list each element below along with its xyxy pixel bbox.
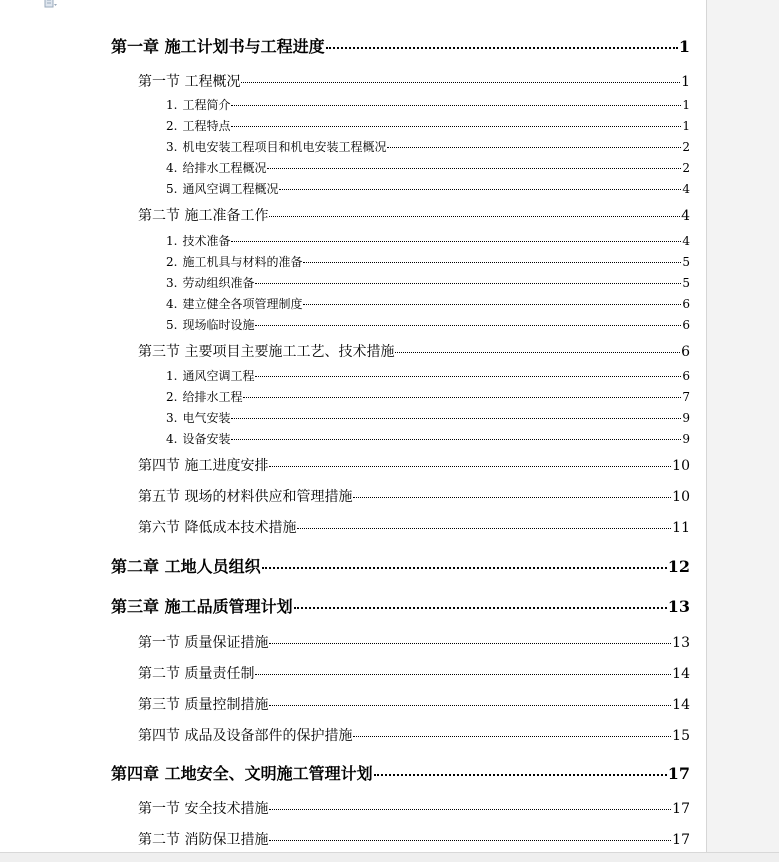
toc-item-entry[interactable]	[166, 316, 690, 333]
dot-leader	[374, 774, 667, 776]
toc-item-entry[interactable]	[166, 232, 690, 249]
dot-leader	[279, 189, 681, 190]
toc-title: 第三节 主要项目主要施工工艺、技术措施	[138, 344, 395, 360]
toc-item-entry[interactable]	[166, 117, 690, 134]
toc-item-number: 1.	[166, 98, 178, 112]
dot-leader	[262, 567, 667, 569]
dot-leader	[241, 82, 680, 83]
dot-leader	[267, 168, 681, 169]
toc-page-number: 9	[682, 411, 690, 425]
toc-section-entry[interactable]	[138, 341, 690, 361]
dot-leader	[231, 241, 681, 242]
toc-page-number: 9	[682, 432, 690, 446]
toc-section-entry[interactable]	[138, 663, 690, 683]
toc-page-number: 7	[682, 390, 690, 404]
dot-leader	[255, 674, 671, 675]
toc-chapter-entry[interactable]	[111, 594, 690, 617]
dot-leader	[231, 105, 681, 106]
toc-page-number: 4	[682, 182, 690, 196]
toc-item-entry[interactable]	[166, 253, 690, 270]
dot-leader	[353, 497, 671, 498]
toc-section-entry[interactable]	[138, 205, 690, 225]
toc-page-number: 1	[678, 37, 690, 56]
toc-title: 劳动组织准备	[182, 276, 255, 290]
toc-item-number: 3.	[166, 140, 178, 154]
dot-leader	[243, 397, 681, 398]
toc-item-number: 2.	[166, 119, 178, 133]
toc-item-entry[interactable]	[166, 138, 690, 155]
dot-leader	[294, 607, 667, 609]
toc-chapter-entry[interactable]	[111, 34, 690, 57]
toc-page-number: 6	[682, 297, 690, 311]
dot-leader	[297, 528, 671, 529]
toc-page-number: 6	[682, 318, 690, 332]
toc-item-entry[interactable]	[166, 159, 690, 176]
dot-leader	[255, 376, 681, 377]
dot-leader	[231, 126, 681, 127]
dot-leader	[326, 47, 678, 49]
toc-section-entry[interactable]	[138, 694, 690, 714]
toc-item-entry[interactable]	[166, 430, 690, 447]
toc-item-number: 3.	[166, 411, 178, 425]
dot-leader	[269, 643, 671, 644]
toc-item-number: 2.	[166, 255, 178, 269]
toc-title: 第六节 降低成本技术措施	[138, 520, 297, 536]
toc-page-number: 6	[681, 344, 690, 360]
toc-title: 第二章 工地人员组织	[111, 557, 261, 576]
toc-section-entry[interactable]	[138, 486, 690, 506]
toc-page-number: 5	[682, 276, 690, 290]
toc-title: 第四章 工地安全、文明施工管理计划	[111, 764, 373, 783]
dot-leader	[395, 352, 680, 353]
toc-title: 第一节 安全技术措施	[138, 801, 269, 817]
toc-item-entry[interactable]	[166, 96, 690, 113]
toc-title: 第二节 消防保卫措施	[138, 832, 269, 848]
toc-section-entry[interactable]	[138, 725, 690, 745]
toc-page-number: 14	[672, 697, 690, 713]
dot-leader	[353, 736, 671, 737]
toc-title: 建立健全各项管理制度	[182, 297, 303, 311]
toc-item-number: 5.	[166, 318, 178, 332]
dot-leader	[269, 809, 671, 810]
toc-page-number: 2	[682, 161, 690, 175]
toc-item-number: 2.	[166, 390, 178, 404]
toc-section-entry[interactable]	[138, 455, 690, 475]
toc-title: 机电安装工程项目和机电安装工程概况	[182, 140, 387, 154]
toc-section-entry[interactable]	[138, 829, 690, 849]
toc-page-number: 2	[682, 140, 690, 154]
toc-title: 第二节 施工准备工作	[138, 208, 269, 224]
toc-title: 通风空调工程	[182, 369, 255, 383]
toc-chapter-entry[interactable]	[111, 554, 690, 577]
toc-title: 给排水工程	[182, 390, 243, 404]
toc-item-number: 4.	[166, 432, 178, 446]
toc-page-number: 1	[682, 98, 690, 112]
toc-title: 第三节 质量控制措施	[138, 697, 269, 713]
toc-title: 施工机具与材料的准备	[182, 255, 303, 269]
toc-title: 给排水工程概况	[182, 161, 267, 175]
toc-item-number: 4.	[166, 161, 178, 175]
toc-title: 工程特点	[182, 119, 231, 133]
dot-leader	[255, 325, 681, 326]
toc-page-number: 1	[681, 74, 690, 90]
toc-item-entry[interactable]	[166, 409, 690, 426]
toc-page-number: 13	[667, 597, 690, 616]
toc-section-entry[interactable]	[138, 632, 690, 652]
toc-section-entry[interactable]	[138, 71, 690, 91]
toc-title: 第四节 施工进度安排	[138, 458, 269, 474]
toc-title: 第三章 施工品质管理计划	[111, 597, 293, 616]
toc-section-entry[interactable]	[138, 798, 690, 818]
toc-item-entry[interactable]	[166, 367, 690, 384]
toc-page-number: 11	[672, 520, 690, 536]
toc-page-number: 17	[672, 832, 690, 848]
toc-item-number: 1.	[166, 234, 178, 248]
window-gutter	[706, 0, 779, 861]
toc-page-number: 13	[672, 635, 690, 651]
toc-title: 第一节 工程概况	[138, 74, 241, 90]
toc-title: 技术准备	[182, 234, 231, 248]
toc-page-number: 6	[682, 369, 690, 383]
toc-page-number: 10	[672, 489, 690, 505]
dot-leader	[231, 418, 681, 419]
toc-title: 第二节 质量责任制	[138, 666, 255, 682]
dot-leader	[387, 147, 681, 148]
toc-chapter-entry[interactable]	[111, 761, 690, 784]
toc-title: 通风空调工程概况	[182, 182, 279, 196]
toc-page-number: 12	[667, 557, 690, 576]
toc-item-number: 5.	[166, 182, 178, 196]
toc-item-entry[interactable]	[166, 180, 690, 197]
dot-leader	[269, 466, 671, 467]
dot-leader	[231, 439, 681, 440]
toc-title: 第一章 施工计划书与工程进度	[111, 37, 325, 56]
toc-item-number: 3.	[166, 276, 178, 290]
toc-title: 第五节 现场的材料供应和管理措施	[138, 489, 353, 505]
toc-page-number: 4	[681, 208, 690, 224]
toc-page-number: 17	[667, 764, 690, 783]
dot-leader	[269, 216, 680, 217]
dot-leader	[255, 283, 681, 284]
toc-item-entry[interactable]	[166, 388, 690, 405]
toc-item-number: 1.	[166, 369, 178, 383]
toc-title: 电气安装	[182, 411, 231, 425]
dot-leader	[269, 840, 671, 841]
dot-leader	[303, 304, 681, 305]
toc-page-number: 10	[672, 458, 690, 474]
dot-leader	[303, 262, 681, 263]
toc-item-number: 4.	[166, 297, 178, 311]
toc-page-number: 17	[672, 801, 690, 817]
toc-title: 第四节 成品及设备部件的保护措施	[138, 728, 353, 744]
toc-page-number: 1	[682, 119, 690, 133]
toc-item-entry[interactable]	[166, 274, 690, 291]
toc-section-entry[interactable]	[138, 517, 690, 537]
toc-title: 设备安装	[182, 432, 231, 446]
toc-page-number: 5	[682, 255, 690, 269]
toc-page-number: 4	[682, 234, 690, 248]
toc-page-number: 15	[672, 728, 690, 744]
toc-page-number: 14	[672, 666, 690, 682]
dot-leader	[269, 705, 671, 706]
toc-title: 现场临时设施	[182, 318, 255, 332]
toc-title: 工程简介	[182, 98, 231, 112]
toc-item-entry[interactable]	[166, 295, 690, 312]
toc-title: 第一节 质量保证措施	[138, 635, 269, 651]
